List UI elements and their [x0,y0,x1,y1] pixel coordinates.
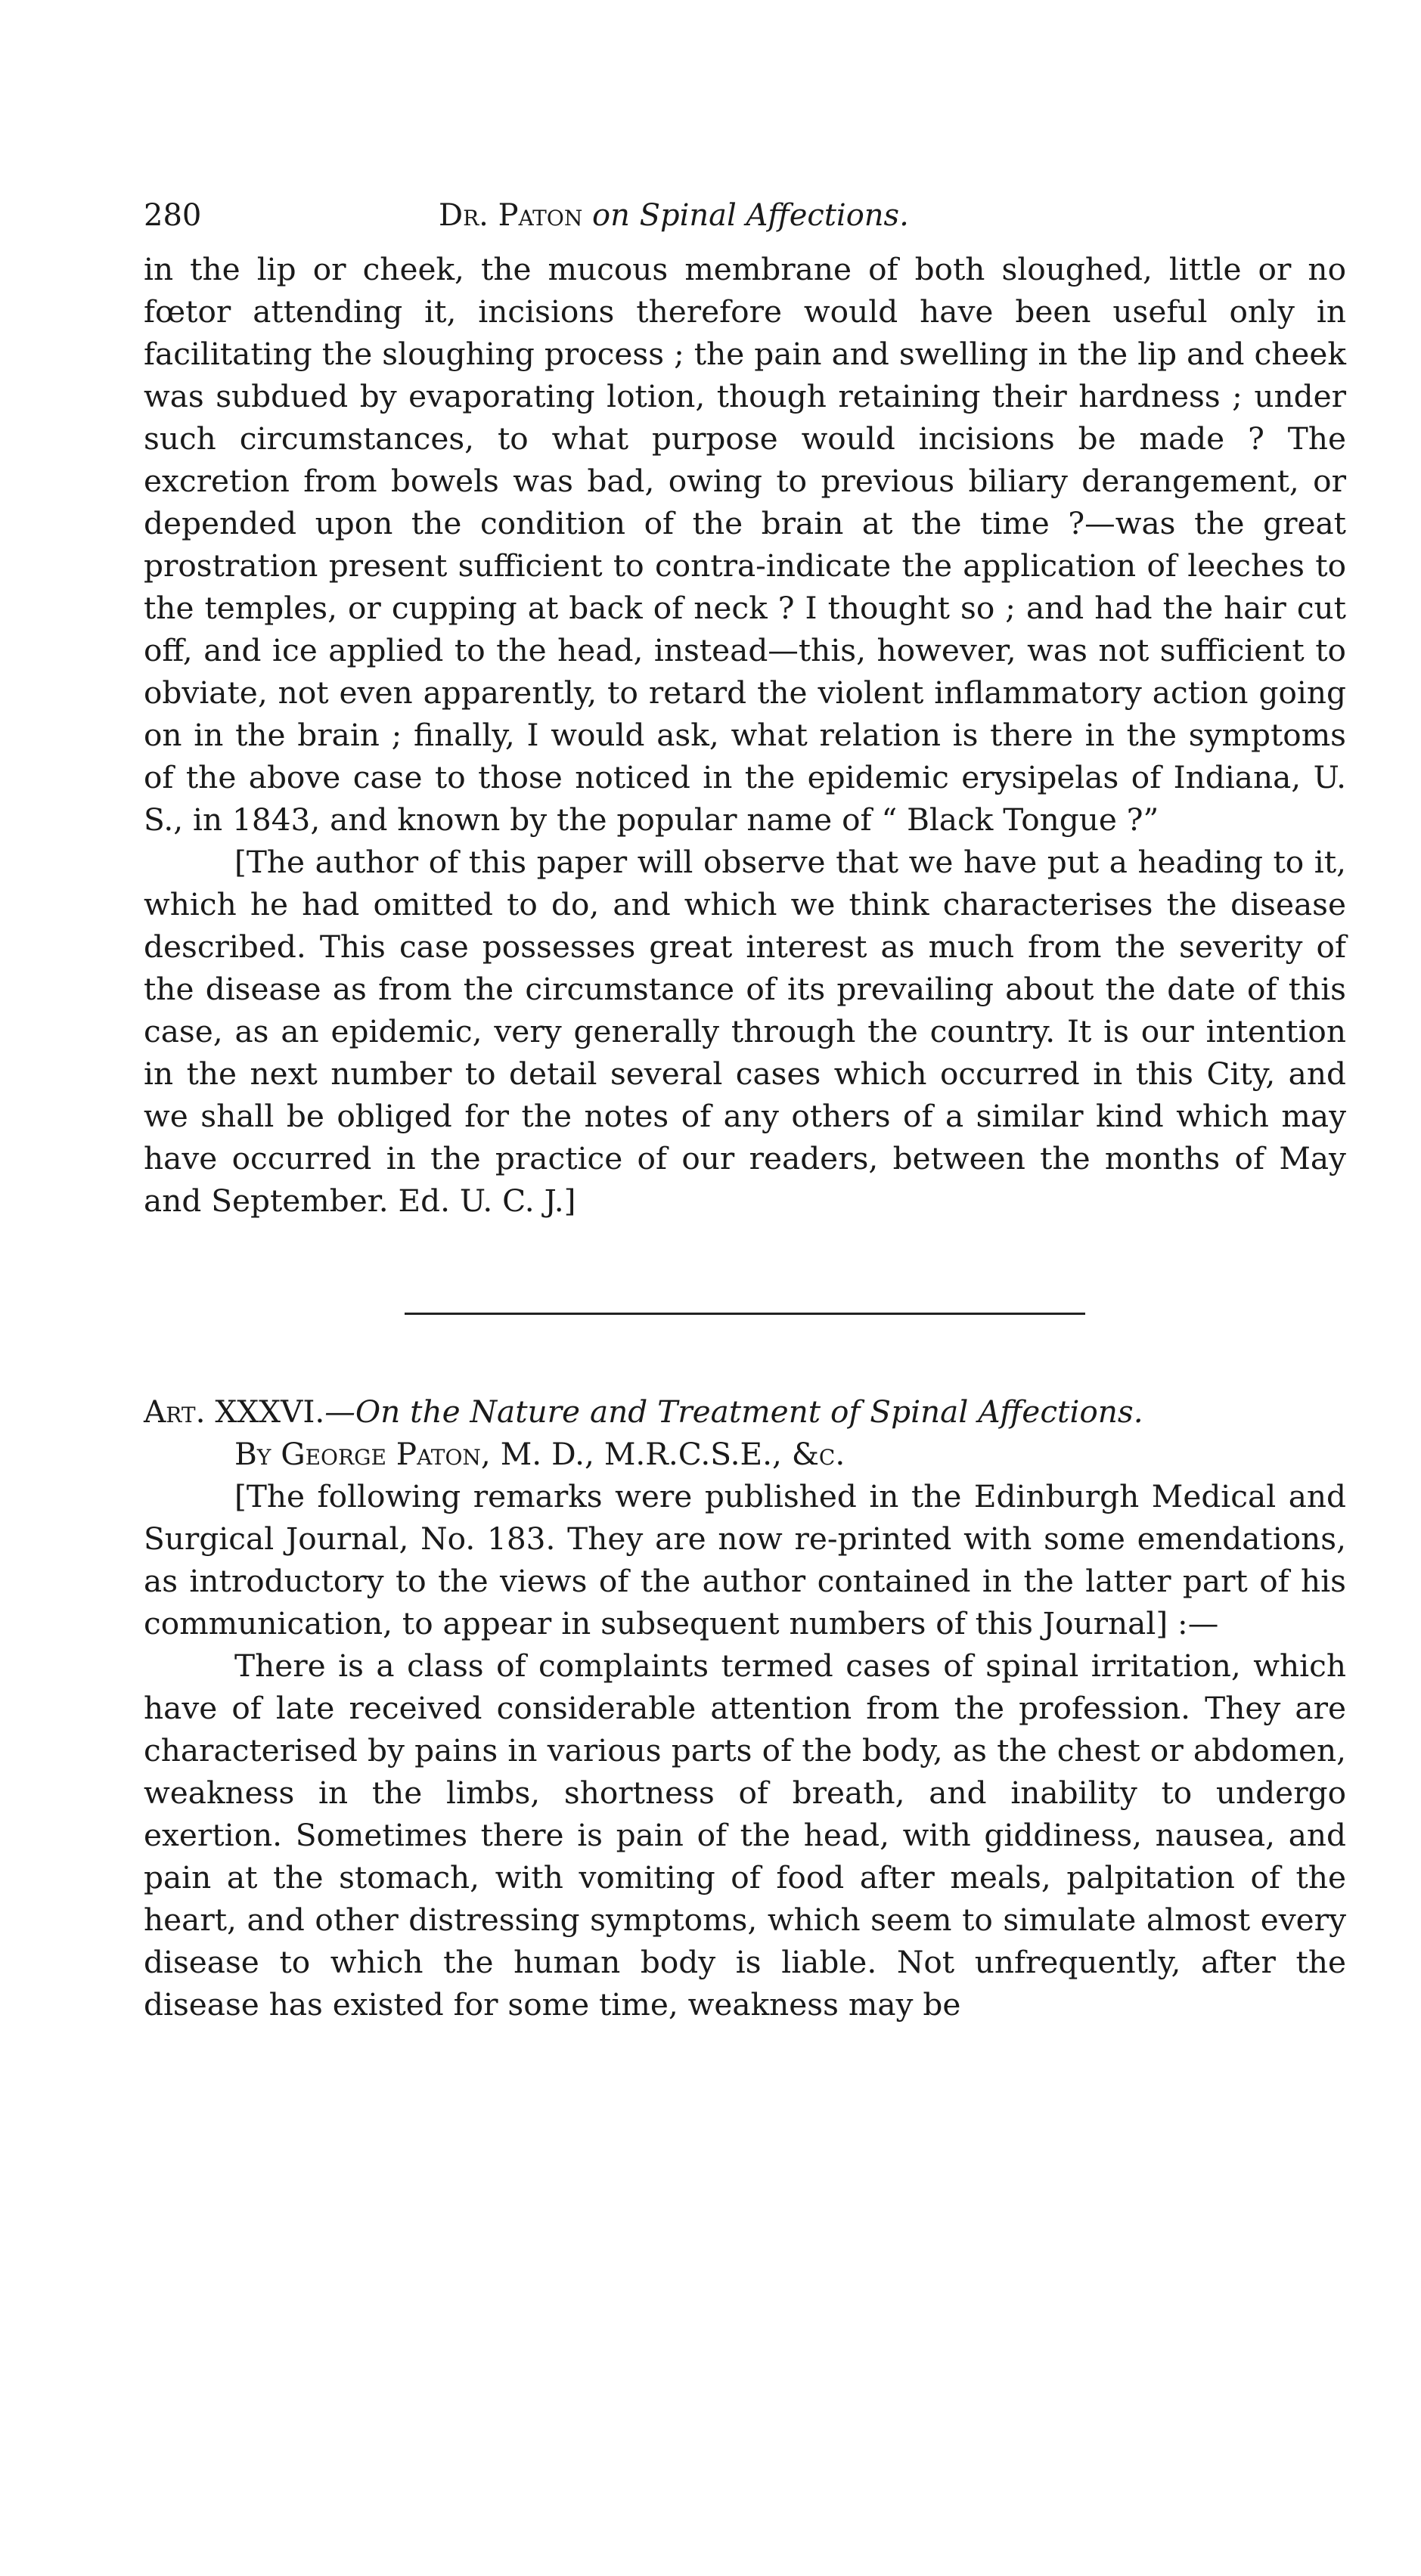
article-heading [144,1390,1346,1475]
article-number: Art. XXXVI. [144,1393,325,1430]
running-head [144,189,1346,242]
case-discussion-paragraph: in the lip or cheek, the mucous membrane of both sloughed, little or no fœtor attending it, incisions therefore would have been useful only in facilitating the sloughing process ; the pain and swelling in the lip and cheek was subdued by evaporating lotion, though retaining their hardness ; under such circumstances, to what purpose would incisions be made ? The excretion from bowels was bad, owing to previous biliary derangement, or depended upon the condition of the brain at the time ?—was the great prostration present sufficient to contra-indicate the application of leeches to the temples, or cupping at back of neck ? I thought so ; and had the hair cut off, and ice applied to the head, instead—this, however, was not sufficient to obviate, not even apparently, to retard the violent inflammatory action going on in the brain ; finally, I would ask, what relation is there in the symptoms of the above case to those noticed in the epidemic erysipelas of Indiana, U. S., in 1843, and known by the popular name of “ Black Tongue ?” [144,251,1346,838]
reprint-note-paragraph: [The following remarks were published in the Edinburgh Medical and Surgical Journal, No. 183. They are now re-printed with some emendations, as introductory to the views of the author contained in the latter part of his communication, to appear in subsequent numbers of this Journal] :— [144,1478,1346,1641]
running-title [439,189,909,242]
page-number: 280 [144,198,202,233]
journal-page [144,189,1346,2026]
article-title: —On the Nature and Treatment of Spinal Affections. [324,1393,1143,1430]
running-title-subject: Spinal Affections. [639,198,909,233]
spinal-irritation-paragraph: There is a class of complaints termed cases of spinal irritation, which have of late received considerable attention from the profession. They are characterised by pains in various parts of the body, as the chest or abdomen, weakness in the limbs, shortness of breath, and inability to undergo exertion. Sometimes there is pain of the head, with giddiness, nausea, and pain at the stomach, with vomiting of food after meals, palpitation of the heart, and other distressing symptoms, which seem to simulate almost every disease to which the human body is liable. Not unfrequently, after the disease has existed for some time, weakness may be [144,1648,1346,2023]
section-divider [405,1313,1085,1315]
running-title-connector: on [582,198,640,233]
article-byline: By George Paton, M. D., M.R.C.S.E., &c. [234,1436,845,1472]
running-title-author: Dr. Paton [439,198,583,233]
article-title-line [144,1390,1346,1433]
editor-note-paragraph: [The author of this paper will observe that we have put a heading to it, which he had omitted to do, and which we think characterises the disease described. This case possesses great interest as much from the severity of the disease as from the circumstance of its prevailing about the date of this case, as an epidemic, very generally through the country. It is our intention in the next number to detail several cases which occurred in this City, and we shall be obliged for the notes of any others of a similar kind which may have occurred in the practice of our readers, between the months of May and September. Ed. U. C. J.] [144,844,1346,1219]
